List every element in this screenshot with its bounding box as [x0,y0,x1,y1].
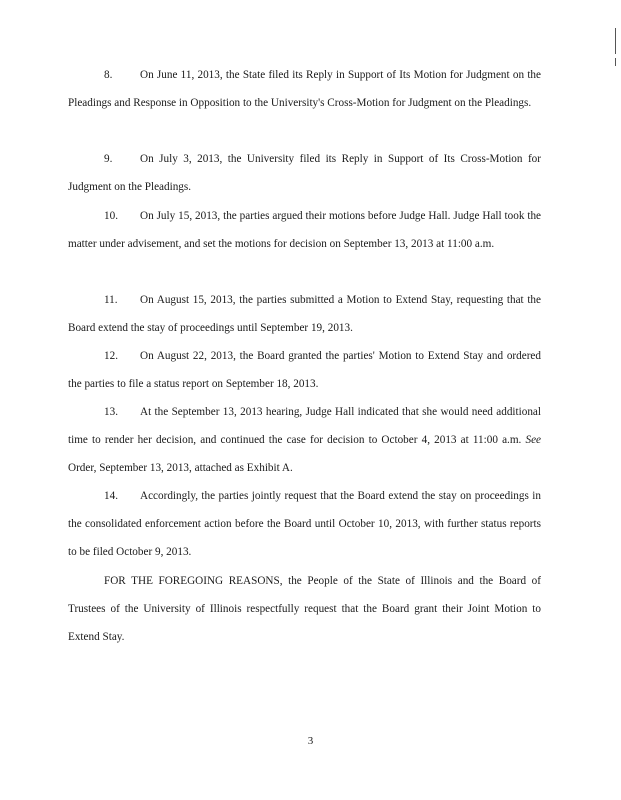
paragraph-number: 8. [104,69,113,81]
paragraph-text-after: Order, September 13, 2013, attached as Exhibit A. [68,462,293,475]
scan-edge-mark-lower [615,58,616,66]
paragraph-number: 14. [104,490,118,502]
paragraph-number: 12. [104,350,118,362]
page-number: 3 [307,735,314,747]
paragraph-number: 9. [104,153,113,165]
paragraph-text: On August 22, 2013, the Board granted the parties' Motion to Extend Stay and ordered the parties to file a status report on September 18, 2013. [68,350,541,391]
paragraph-text: On July 3, 2013, the University filed its Reply in Support of Its Cross-Motion for Judgment on the Pleadings. [68,153,541,194]
paragraph-11 [68,286,541,342]
paragraph-number: 13. [104,406,118,418]
paragraph-text: Accordingly, the parties jointly request that the Board extend the stay on proceedings in the consolidated enforcement action before the Board until October 10, 2013, with further status reports to be filed October 9, 2013. [68,490,541,559]
paragraph-9 [68,145,541,201]
see-citation-signal: See [525,434,541,447]
scan-edge-mark [615,28,616,54]
paragraph-14 [68,482,541,567]
paragraph-8 [68,61,541,117]
paragraph-number: 10. [104,210,118,222]
paragraph-13 [68,398,541,483]
paragraph-text: On June 11, 2013, the State filed its Reply in Support of Its Motion for Judgment on the Pleadings and Response in Opposition to the University's Cross-Motion for Judgment on the Pleadings. [68,69,541,110]
paragraph-10 [68,202,541,258]
paragraph-text-before: At the September 13, 2013 hearing, Judge Hall indicated that she would need additional time to render her decision, and continued the case for decision to October 4, 2013 at 11:00 a.m. [68,406,541,447]
paragraph-text: On August 15, 2013, the parties submitted a Motion to Extend Stay, requesting that the Board extend the stay of proceedings until September 19, 2013. [68,294,541,335]
paragraph-12 [68,342,541,398]
paragraph-number: 11. [104,294,118,306]
paragraph-text: On July 15, 2013, the parties argued their motions before Judge Hall. Judge Hall took the matter under advisement, and set the motions for decision on September 13, 2013 at 11:00 a.m. [68,210,541,251]
closing-paragraph: FOR THE FOREGOING REASONS, the People of the State of Illinois and the Board of Trustees of the University of Illinois respectfully request that the Board grant their Joint Motion to Extend Stay. [68,575,541,644]
